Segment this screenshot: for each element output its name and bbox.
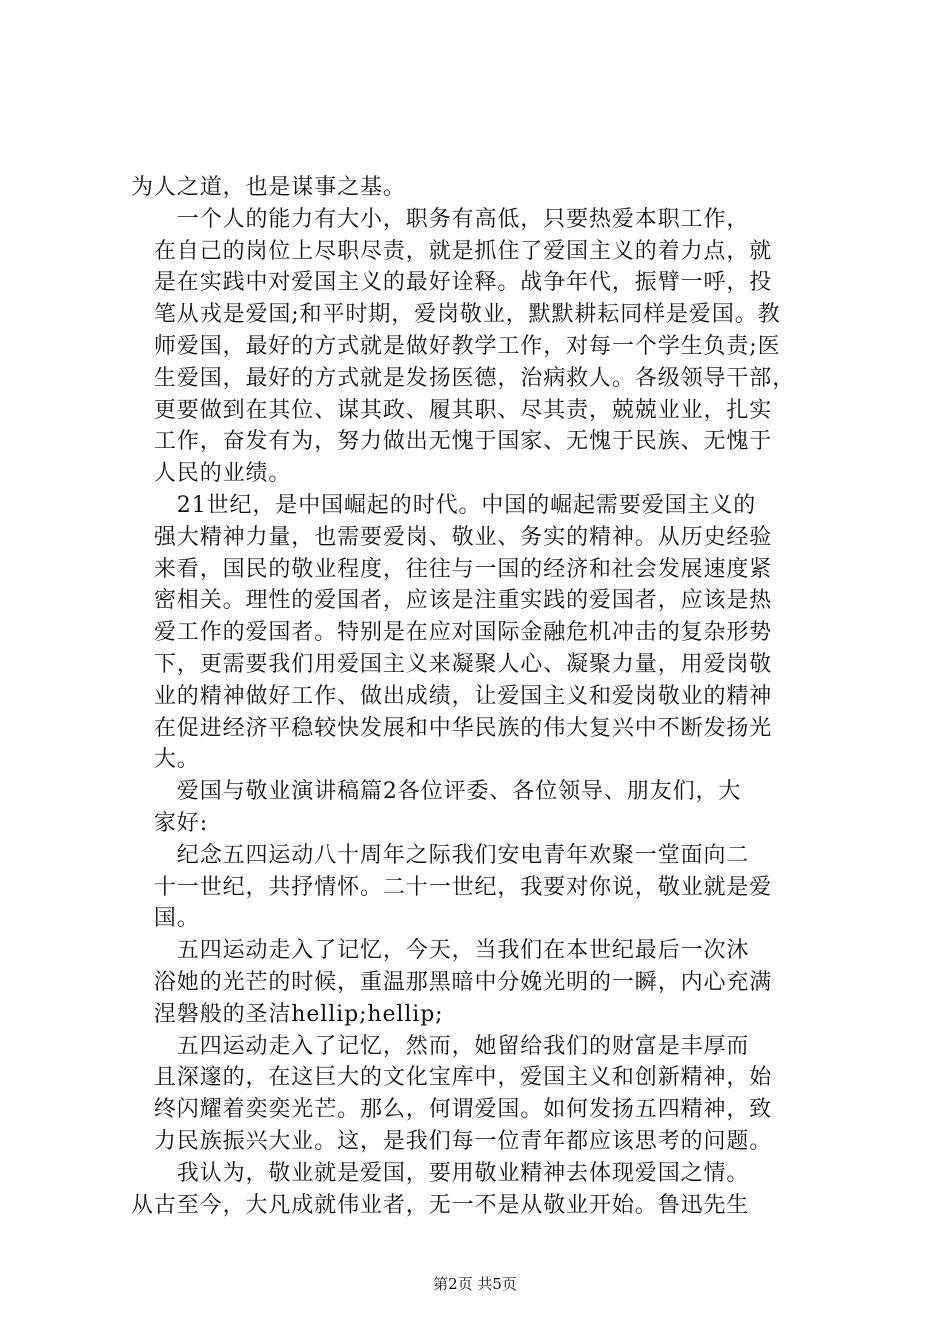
text-line: 师爱国，最好的方式就是做好教学工作，对每一个学生负责;医 — [131, 333, 781, 359]
text-line: 生爱国，最好的方式就是发扬医德，治病救人。各级领导干部， — [131, 365, 796, 391]
text-line: 在自己的岗位上尽职尽责，就是抓住了爱国主义的着力点，就 — [131, 238, 773, 264]
text-line: 是在实践中对爱国主义的最好诠释。战争年代，振臂一呼，投 — [131, 270, 773, 296]
text-line: 强大精神力量，也需要爱岗、敬业、务实的精神。从历史经验 — [131, 524, 773, 550]
text-line: 工作，奋发有为，努力做出无愧于国家、无愧于民族、无愧于 — [131, 429, 773, 455]
text-line: 密相关。理性的爱国者，应该是注重实践的爱国者，应该是热 — [131, 588, 773, 614]
text-line: 国。 — [131, 906, 200, 932]
text-line: 业的精神做好工作、做出成绩，让爱国主义和爱岗敬业的精神 — [131, 683, 773, 709]
text-line: 终闪耀着奕奕光芒。那么，何谓爱国。如何发扬五四精神，致 — [131, 1097, 773, 1123]
text-line: 爱工作的爱国者。特别是在应对国际金融危机冲击的复杂形势 — [131, 620, 773, 646]
text-line: 五四运动走入了记忆，然而，她留给我们的财富是丰厚而 — [131, 1033, 750, 1059]
text-line: 五四运动走入了记忆，今天，当我们在本世纪最后一次沐 — [131, 938, 750, 964]
text-line: 更要做到在其位、谋其政、履其职、尽其责，兢兢业业，扎实 — [131, 397, 773, 423]
body-text — [131, 172, 831, 1221]
page-footer — [0, 1274, 950, 1294]
text-line: 从古至今，大凡成就伟业者，无一不是从敬业开始。鲁迅先生 — [131, 1192, 750, 1218]
text-line: 下，更需要我们用爱国主义来凝聚人心、凝聚力量，用爱岗敬 — [131, 651, 773, 677]
text-line: 一个人的能力有大小，职务有高低，只要热爱本职工作， — [131, 206, 750, 232]
text-line: 来看，国民的敬业程度，往往与一国的经济和社会发展速度紧 — [131, 556, 773, 582]
text-line: 十一世纪，共抒情怀。二十一世纪，我要对你说，敬业就是爱 — [131, 874, 773, 900]
text-line: 浴她的光芒的时候，重温那黑暗中分娩光明的一瞬，内心充满 — [131, 969, 773, 995]
text-line: 笔从戎是爱国;和平时期，爱岗敬业，默默耕耘同样是爱国。教 — [131, 302, 781, 328]
text-line: 21世纪，是中国崛起的时代。中国的崛起需要爱国主义的 — [131, 492, 757, 518]
text-line: 且深邃的，在这巨大的文化宝库中，爱国主义和创新精神，始 — [131, 1065, 773, 1091]
text-line: 大。 — [131, 747, 200, 773]
text-line: 在促进经济平稳较快发展和中华民族的伟大复兴中不断发扬光 — [131, 715, 773, 741]
text-line: 纪念五四运动八十周年之际我们安电青年欢聚一堂面向二 — [131, 842, 750, 868]
text-line: 力民族振兴大业。这，是我们每一位青年都应该思考的问题。 — [131, 1128, 773, 1154]
text-line: 我认为，敬业就是爱国，要用敬业精神去体现爱国之情。 — [131, 1160, 750, 1186]
page-indicator: 第2页 共5页 — [433, 1275, 517, 1293]
text-line: 爱国与敬业演讲稿篇2各位评委、各位领导、朋友们，大 — [131, 779, 742, 805]
text-line: 涅磐般的圣洁hellip;hellip; — [131, 1001, 444, 1027]
text-line: 人民的业绩。 — [131, 461, 292, 487]
text-line: 家好: — [131, 810, 209, 836]
text-line: 为人之道，也是谋事之基。 — [131, 175, 406, 200]
